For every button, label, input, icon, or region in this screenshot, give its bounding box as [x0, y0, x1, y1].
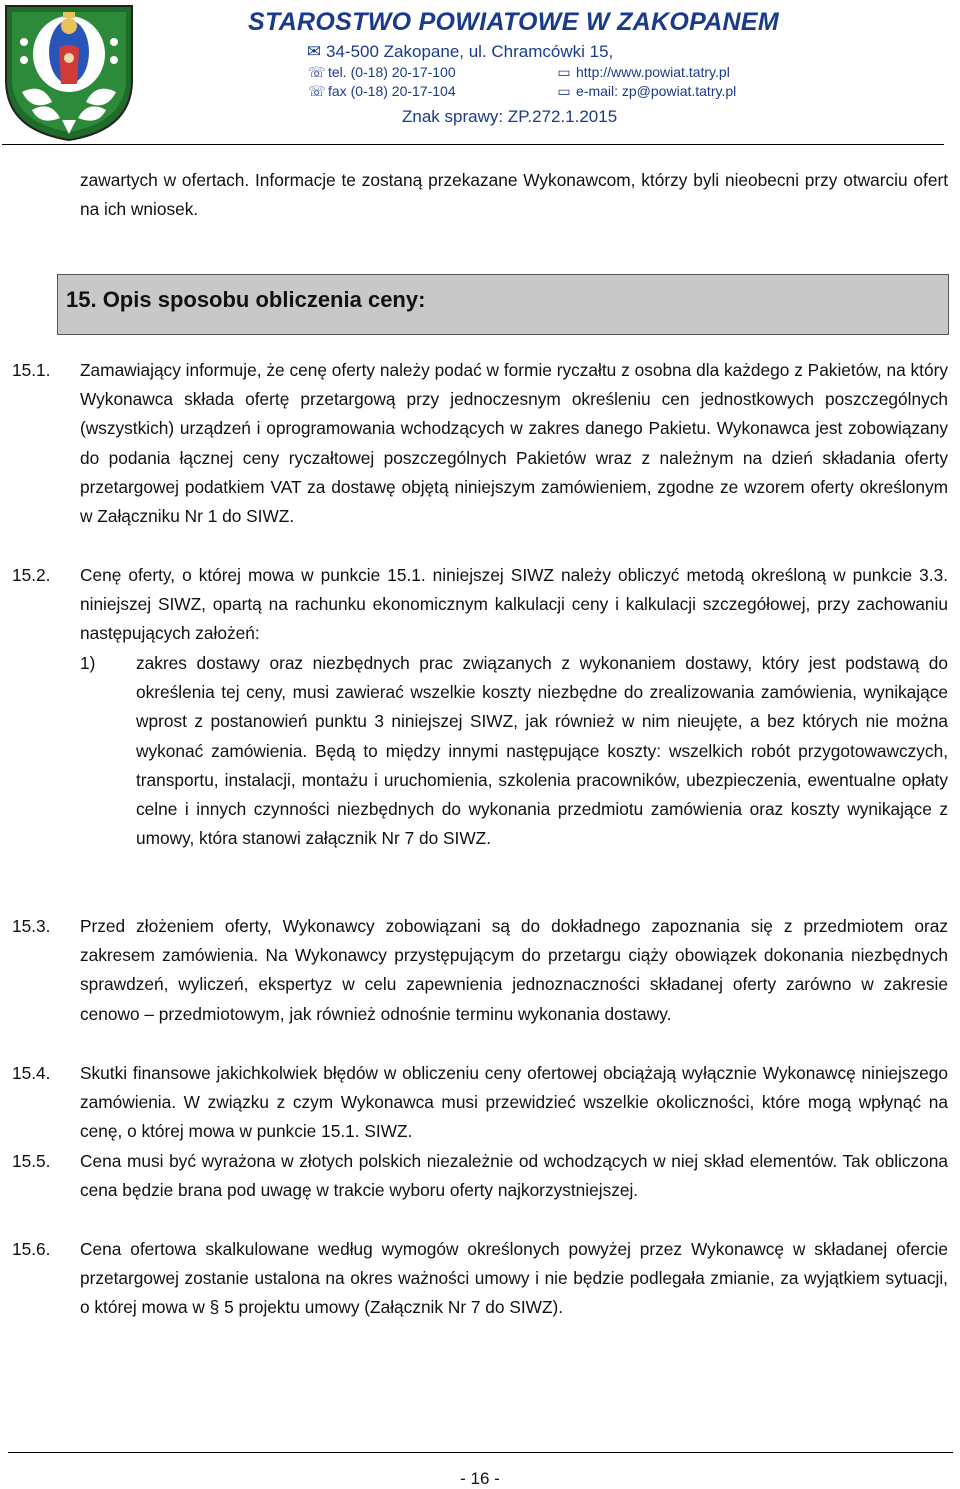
phone-line: ☏ tel. (0-18) 20-17-100: [308, 64, 456, 80]
item-number: 15.2.: [12, 565, 51, 585]
footer-divider: [8, 1452, 953, 1453]
page-header: [0, 0, 960, 148]
coat-of-arms-logo: [2, 2, 136, 142]
item-text: Cenę oferty, o której mowa w punkcie 15.1. niniejszej SIWZ należy obliczyć metodą określoną w punkcie 3.3. niniejszej SIWZ, opartą na rachunku ekonomicznym kalkulacji ceny i kalkulacji szczegółowej, przy zachowaniu następujących założeń:: [80, 565, 948, 644]
page-number: - 16 -: [460, 1469, 500, 1488]
organization-title: STAROSTWO POWIATOWE W ZAKOPANEM: [248, 8, 780, 36]
item-number: 15.6.: [12, 1239, 51, 1259]
item-number: 15.1.: [12, 360, 51, 380]
fax-icon: ☏: [308, 83, 326, 99]
case-reference: Znak sprawy: ZP.272.1.2015: [402, 107, 618, 126]
item-text: Zamawiający informuje, że cenę oferty należy podać w formie ryczałtu z osobna dla każdego z Pakietów, na który Wykonawca składa ofertę przetargową przy jednoczesnym określeniu cen jednostkowych poszczególnych (wszystkich) urządzeń i oprogramowania wchodzących w zakres danego Pakietu. Wykonawca jest zobowiązany do podania łącznej ceny ryczałtowej poszczególnych Pakietów wraz z należnym na dzień składania oferty przetargowej podatkiem VAT za dostawę objętą niniejszym zamówieniem, zgodne ze wzorem oferty określonym w Załączniku Nr 1 do SIWZ.: [80, 360, 948, 527]
fax-line: ☏ fax (0-18) 20-17-104: [308, 83, 456, 99]
item-number: 15.5.: [12, 1151, 51, 1171]
item-number: 15.4.: [12, 1063, 51, 1083]
intro-paragraph: zawartych w ofertach. Informacje te zostaną przekazane Wykonawcom, którzy byli nieobecni przy otwarciu ofert na ich wniosek.: [80, 170, 948, 220]
computer-icon: ▭: [557, 83, 571, 99]
header-divider: [2, 144, 944, 145]
item-text: Cena ofertowa skalkulowane według wymogów określonych powyżej przez Wykonawcę w składanej ofercie przetargowej zostanie ustalona na okres ważności umowy i nie będzie podlegała zmianie, za wyjątkiem sytuacji, o której mowa w § 5 projektu umowy (Załącznik Nr 7 do SIWZ).: [80, 1239, 948, 1318]
item-text: Skutki finansowe jakichkolwiek błędów w obliczeniu ceny ofertowej obciążają wyłącznie Wykonawcę niniejszego zamówienia. W związku z czym Wykonawca musi przewidzieć wszelkie okoliczności, które mogą wpłynąć na cenę, o której mowa w punkcie 15.1. SIWZ.: [80, 1063, 948, 1142]
item-number: 15.3.: [12, 916, 51, 936]
phone-icon: ☏: [308, 64, 326, 80]
address-line: ✉ 34-500 Zakopane, ul. Chramcówki 15,: [306, 42, 614, 61]
sub-item-number: 1): [80, 653, 96, 673]
section-title: 15. Opis sposobu obliczenia ceny:: [66, 287, 426, 312]
sub-item-text: zakres dostawy oraz niezbędnych prac związanych z wykonaniem dostawy, który jest podstawą do określenia tej ceny, musi zawierać wszelkie koszty niezbędne do zrealizowania zamówienia, wynikające wprost z postanowień punktu 3 niniejszej SIWZ, jak również w nim nieujęte, a bez których nie można wykonać zamówienia. Będą to między innymi następujące koszty: wszelkich robót przygotowawczych, transportu, instalacji, montażu i uruchomienia, szkolenia pracowników, ubezpieczenia, ewentualne opłaty celne i innych czynności niezbędnych do wykonania przedmiotu zamówienia oraz koszty wynikające z umowy, która stanowi załącznik Nr 7 do SIWZ.: [136, 653, 948, 849]
email-line[interactable]: ▭ e-mail: zp@powiat.tatry.pl: [557, 83, 737, 99]
item-text: Przed złożeniem oferty, Wykonawcy zobowiązani są do dokładnego zapoznania się z przedmiotem oraz zakresem zamówienia. Na Wykonawcy przystępującym do przetargu ciąży obowiązek dokonania niezbędnych sprawdzeń, wyliczeń, ekspertyz w celu zapewnienia jednoznaczności składanej oferty zarówno w zakresie cenowo – przedmiotowym, jak również odnośnie terminu wykonania dostawy.: [80, 916, 948, 1024]
website-line[interactable]: ▭ http://www.powiat.tatry.pl: [557, 64, 730, 80]
envelope-icon: ✉: [306, 42, 322, 61]
item-text: Cena musi być wyrażona w złotych polskich niezależnie od wchodzących w niej skład elementów. Tak obliczona cena będzie brana pod uwagę w trakcie wyboru oferty najkorzystniejszej.: [80, 1151, 948, 1201]
computer-icon: ▭: [557, 64, 571, 80]
